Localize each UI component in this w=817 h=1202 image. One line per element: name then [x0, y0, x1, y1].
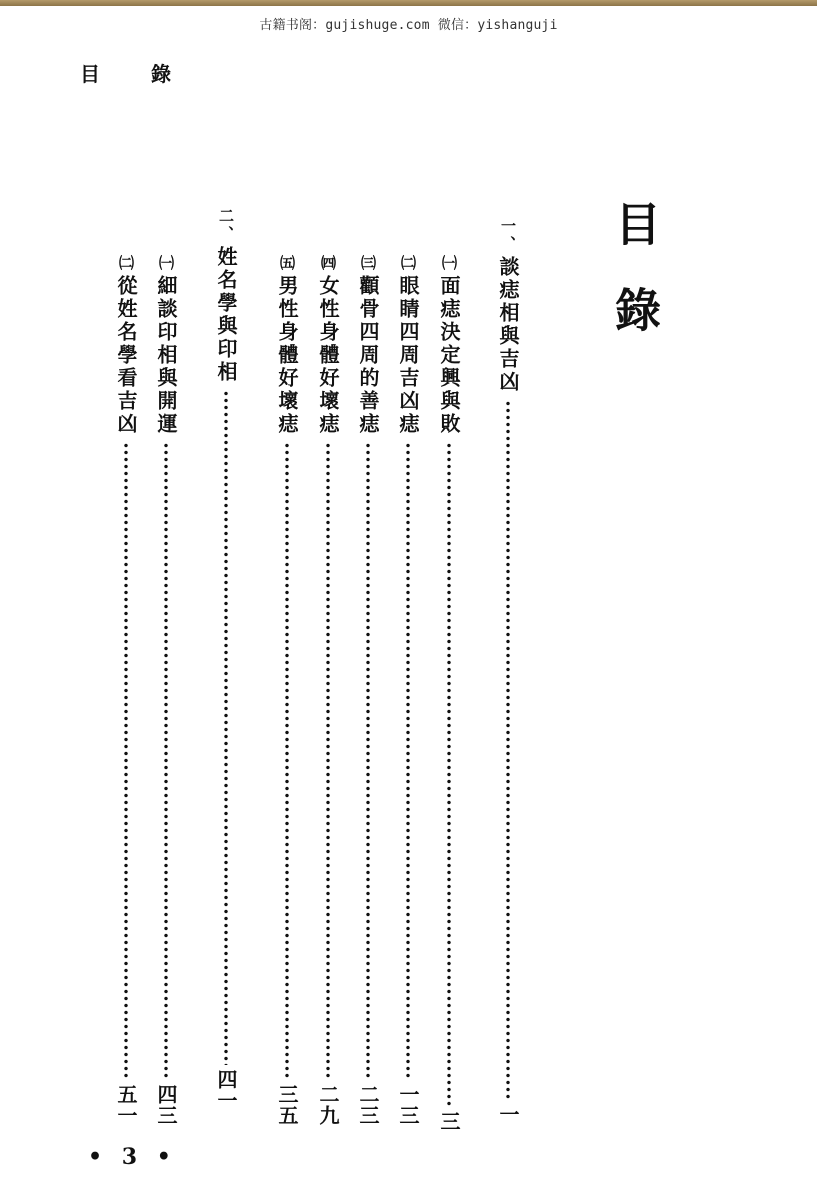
- dot-leader: [506, 400, 510, 1100]
- page-number: 四三: [154, 1084, 178, 1126]
- page-number: 一: [496, 1104, 520, 1125]
- toc-entry-1: [494, 218, 522, 1130]
- dot-leader: [366, 442, 370, 1080]
- page-number: 四一: [214, 1069, 238, 1111]
- toc-entry-7: [212, 208, 240, 1120]
- entry-label: ㈣女性身體好壞痣: [316, 255, 340, 436]
- entry-label: 二、姓名學與印相: [214, 208, 238, 384]
- toc-entry-8: [152, 255, 180, 1130]
- page-title: 目錄: [608, 200, 662, 372]
- dot-leader: [124, 442, 128, 1080]
- entry-label: ㈡眼睛四周吉凶痣: [396, 255, 420, 436]
- dot-leader: [406, 442, 410, 1080]
- entry-label: ㈠面痣決定興與敗: [437, 255, 461, 436]
- watermark: 古籍书阁：gujishuge.com 微信：yishanguji: [259, 18, 558, 33]
- page-number: 二九: [316, 1084, 340, 1126]
- toc-entry-5: [314, 255, 342, 1130]
- entry-label: ㈢顴骨四周的善痣: [356, 255, 380, 436]
- page-number: 五一: [114, 1084, 138, 1126]
- dot-leader: [326, 442, 330, 1080]
- entry-label: ㈤男性身體好壞痣: [275, 255, 299, 436]
- toc-entry-9: [112, 255, 140, 1130]
- page-number: 二三: [356, 1084, 380, 1126]
- toc-entry-4: [354, 255, 382, 1130]
- page-number: 三五: [275, 1084, 299, 1126]
- toc-entry-2: [435, 255, 463, 1130]
- entry-label: ㈡從姓名學看吉凶: [114, 255, 138, 436]
- dot-leader: [164, 442, 168, 1080]
- dot-leader: [285, 442, 289, 1080]
- top-border: [0, 0, 817, 6]
- dot-leader: [224, 390, 228, 1065]
- page-number: 一三: [396, 1084, 420, 1126]
- toc-entry-6: [273, 255, 301, 1130]
- page-folio: • 3 •: [88, 1144, 177, 1170]
- page-number: 三: [437, 1111, 461, 1132]
- entry-label: 一、談痣相與吉凶: [496, 218, 520, 394]
- dot-leader: [447, 442, 451, 1107]
- running-head: 目 錄: [80, 62, 193, 86]
- entry-label: ㈠細談印相與開運: [154, 255, 178, 436]
- toc-entry-3: [394, 255, 422, 1130]
